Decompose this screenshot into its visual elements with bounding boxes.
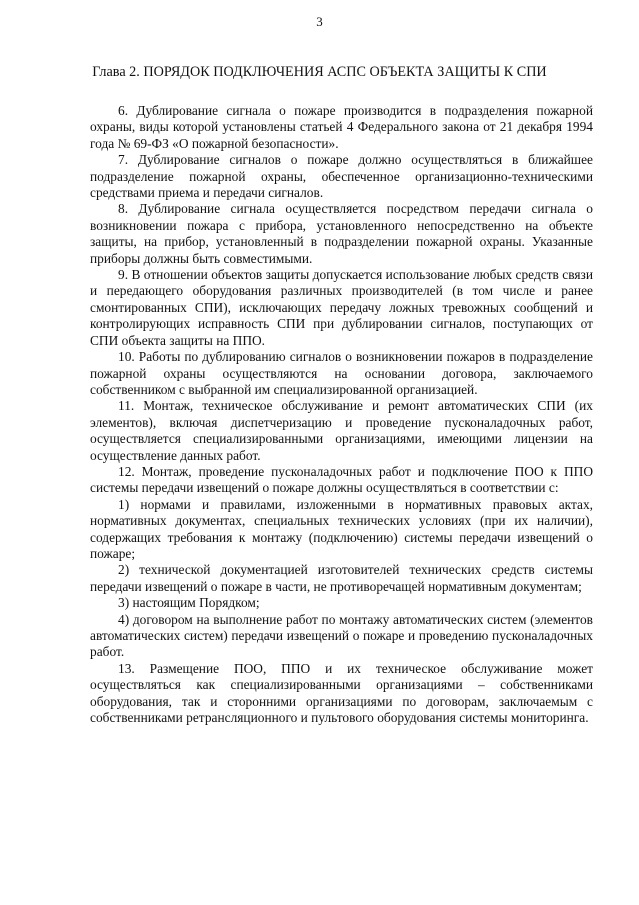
paragraph-item-8: 8. Дублирование сигнала осуществляется посредством передачи сигнала о возникновении пожара с прибора, установленного непосредственно на объекте защиты, на прибор, установленный в подразделении пожарной охраны. Указанные приборы должны быть совместимыми. (90, 201, 593, 266)
list-item-2: 2) технической документацией изготовителей технических средств системы передачи извещений о пожаре в части, не противоречащей нормативным документам; (90, 562, 593, 594)
page-number: 3 (316, 14, 323, 29)
document-body (90, 103, 593, 726)
paragraph-item-9: 9. В отношении объектов защиты допускается использование любых средств связи и передающего оборудования различных производителей (в том числе и ранее смонтированных СПИ), исключающих передачу ложных тревожных сообщений и контролирующих исправность СПИ при дублировании сигналов, поступающих от СПИ объекта защиты на ППО. (90, 267, 593, 348)
paragraph-item-12: 12. Монтаж, проведение пусконаладочных работ и подключение ПОО к ППО системы передачи извещений о пожаре должны осуществляться в соответствии с: (90, 463, 593, 496)
list-item-1: 1) нормами и правилами, изложенными в нормативных правовых актах, нормативных документах, специальных технических условиях (при их наличии), содержащих требования к монтажу (подключению) системы передачи извещений о пожаре; (90, 496, 593, 561)
paragraph-item-13: 13. Размещение ПОО, ППО и их техническое обслуживание может осуществляться как специализированными организациями – собственниками оборудования, так и сторонними организациями по договорам, заключаемым с собственниками ретрансляционного и пультового оборудования системы мониторинга. (90, 660, 593, 726)
paragraph-item-10: 10. Работы по дублированию сигналов о возникновении пожаров в подразделение пожарной охраны осуществляются на основании договора, заключаемого собственником с выбранной им специализированной организацией. (90, 349, 593, 397)
chapter-title: Глава 2. ПОРЯДОК ПОДКЛЮЧЕНИЯ АСПС ОБЪЕКТА ЗАЩИТЫ К СПИ (92, 64, 547, 80)
list-item-3: 3) настоящим Порядком; (118, 595, 260, 611)
list-item-4: 4) договором на выполнение работ по монтажу автоматических систем (элементов автоматических систем) передачи извещений о пожаре и проведению пусконаладочных работ. (90, 611, 593, 660)
paragraph-item-7: 7. Дублирование сигналов о пожаре должно осуществляться в ближайшее подразделение пожарной охраны, обеспеченное организационно-техническими средствами приема и передачи сигналов. (90, 152, 593, 201)
paragraph-item-6: 6. Дублирование сигнала о пожаре производится в подразделения пожарной охраны, виды которой установлены статьей 4 Федерального закона от 21 декабря 1994 года № 69-ФЗ «О пожарной безопасности». (90, 103, 593, 151)
paragraph-item-11: 11. Монтаж, техническое обслуживание и ремонт автоматических СПИ (их элементов), включая диспетчеризацию и проведение пусконаладочных работ, осуществляется специализированными организациями, имеющими лицензии на осуществление данных работ. (90, 398, 593, 463)
